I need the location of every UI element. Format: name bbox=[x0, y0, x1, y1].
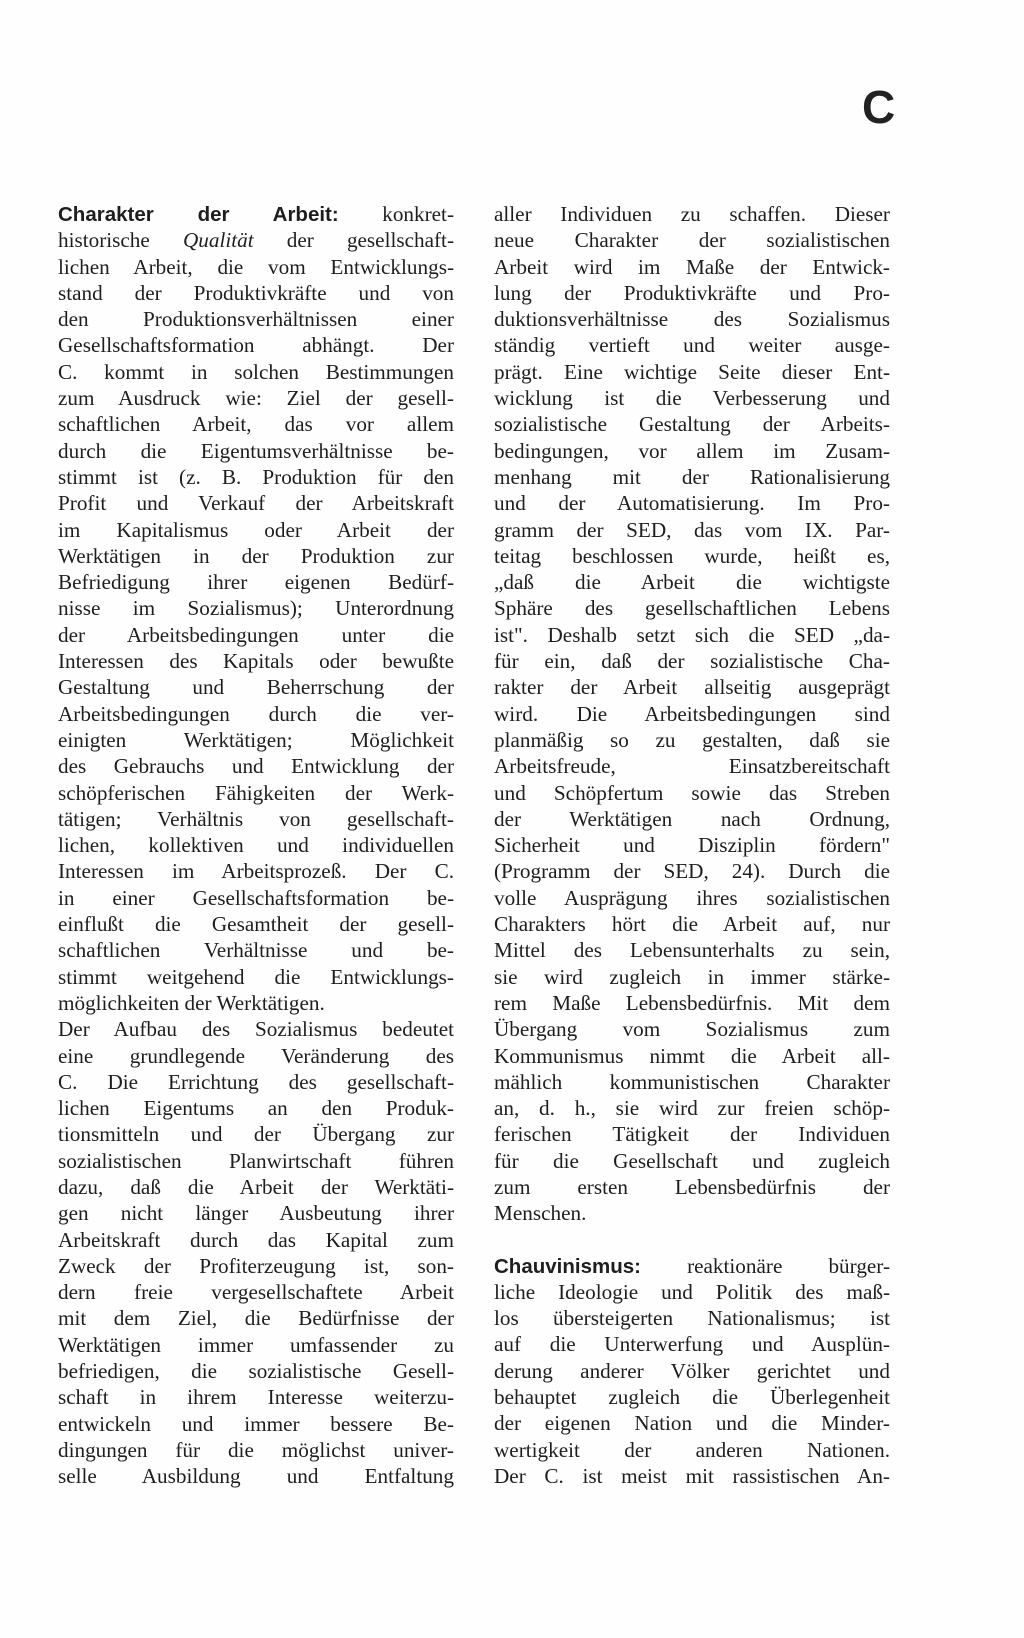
text-line bbox=[58, 1305, 454, 1331]
line-text: mählich kommunistischen Charakter bbox=[494, 1069, 890, 1094]
text-line bbox=[58, 1174, 454, 1200]
line-text: auf die Unterwerfung und Ausplün- bbox=[494, 1332, 890, 1357]
line-text: für ein, daß der sozialistische Cha- bbox=[494, 649, 890, 674]
text-line bbox=[494, 411, 890, 437]
text-line bbox=[494, 227, 890, 253]
line-text: gramm der SED, das vom IX. Par- bbox=[494, 517, 890, 542]
line-text: schöpferischen Fähigkeiten der Werk- bbox=[58, 780, 454, 805]
line-text: stand der Produktivkräfte und von bbox=[58, 280, 454, 305]
line-text: der Arbeitsbedingungen unter die bbox=[58, 622, 454, 647]
entry-headword: Charakter der Arbeit: bbox=[58, 203, 339, 226]
text-line bbox=[58, 1253, 454, 1279]
line-text: (Programm der SED, 24). Durch die bbox=[494, 859, 890, 884]
text-line bbox=[58, 727, 454, 753]
line-text: an, d. h., sie wird zur freien schöp- bbox=[494, 1096, 890, 1121]
line-text: derung anderer Völker gerichtet und bbox=[494, 1358, 890, 1383]
text-line bbox=[494, 332, 890, 358]
line-text: einigten Werktätigen; Möglichkeit bbox=[58, 727, 454, 752]
text-line bbox=[58, 1463, 454, 1489]
line-text: Interessen des Kapitals oder bewußte bbox=[58, 649, 454, 674]
text-line bbox=[494, 1016, 890, 1042]
text-line bbox=[58, 543, 454, 569]
text-line bbox=[58, 332, 454, 358]
line-text: der Werktätigen nach Ordnung, bbox=[494, 806, 890, 831]
text-line bbox=[58, 1069, 454, 1095]
text-line bbox=[58, 595, 454, 621]
line-text: Interessen im Arbeitsprozeß. Der C. bbox=[58, 859, 454, 884]
text-line bbox=[494, 490, 890, 516]
line-text: zum Ausdruck wie: Ziel der gesell- bbox=[58, 386, 454, 411]
line-text: prägt. Eine wichtige Seite dieser Ent- bbox=[494, 359, 890, 384]
line-text: behauptet zugleich die Überlegenheit bbox=[494, 1385, 890, 1410]
text-line bbox=[58, 648, 454, 674]
text-line bbox=[494, 990, 890, 1016]
line-text: historische bbox=[58, 228, 183, 253]
line-text: wicklung ist die Verbesserung und bbox=[494, 386, 890, 411]
text-line bbox=[494, 595, 890, 621]
text-line bbox=[494, 1043, 890, 1069]
line-text: bedingungen, vor allem im Zusam- bbox=[494, 438, 890, 463]
line-text: Mittel des Lebensunterhalts zu sein, bbox=[494, 938, 890, 963]
text-line bbox=[494, 1463, 890, 1489]
text-line bbox=[58, 201, 454, 227]
line-text: zum ersten Lebensbedürfnis der bbox=[494, 1174, 890, 1199]
line-text: durch die Eigentumsverhältnisse be- bbox=[58, 438, 454, 463]
line-text: C. kommt in solchen Bestimmungen bbox=[58, 359, 454, 384]
text-line bbox=[494, 1121, 890, 1147]
line-text: neue Charakter der sozialistischen bbox=[494, 228, 890, 253]
text-line bbox=[58, 1437, 454, 1463]
line-text: Sphäre des gesellschaftlichen Lebens bbox=[494, 596, 890, 621]
text-line bbox=[494, 911, 890, 937]
text-line bbox=[494, 1253, 890, 1279]
line-text: und Schöpfertum sowie das Streben bbox=[494, 780, 890, 805]
text-line bbox=[494, 385, 890, 411]
line-text: planmäßig so zu gestalten, daß sie bbox=[494, 727, 890, 752]
text-line bbox=[494, 1148, 890, 1174]
text-line bbox=[58, 832, 454, 858]
text-line bbox=[58, 701, 454, 727]
line-text: duktionsverhältnisse des Sozialismus bbox=[494, 307, 890, 332]
line-text: und der Automatisierung. Im Pro- bbox=[494, 491, 890, 516]
line-text: einflußt die Gesamtheit der gesell- bbox=[58, 912, 454, 937]
text-line bbox=[58, 385, 454, 411]
text-line bbox=[58, 1411, 454, 1437]
text-line bbox=[58, 1148, 454, 1174]
text-line bbox=[58, 1121, 454, 1147]
line-text: konkret- bbox=[338, 202, 454, 226]
text-line bbox=[58, 806, 454, 832]
text-line bbox=[494, 806, 890, 832]
line-text: teitag beschlossen wurde, heißt es, bbox=[494, 543, 890, 568]
line-text: der eigenen Nation und die Minder- bbox=[494, 1411, 890, 1436]
text-line bbox=[58, 1384, 454, 1410]
text-line bbox=[58, 753, 454, 779]
line-text: lichen Arbeit, die vom Entwicklungs- bbox=[58, 254, 454, 279]
line-text: Werktätigen immer umfassender zu bbox=[58, 1332, 454, 1357]
line-text: stimmt weitgehend die Entwicklungs- bbox=[58, 964, 454, 989]
text-line bbox=[58, 780, 454, 806]
line-text: Arbeitsbedingungen durch die ver- bbox=[58, 701, 454, 726]
line-text: C. Die Errichtung des gesellschaft- bbox=[58, 1069, 454, 1094]
line-text: Arbeit wird im Maße der Entwick- bbox=[494, 254, 890, 279]
text-line bbox=[58, 1332, 454, 1358]
line-text: „daß die Arbeit die wichtigste bbox=[494, 570, 890, 595]
line-text: schaftlichen Verhältnisse und be- bbox=[58, 938, 454, 963]
line-text: lichen Eigentums an den Produk- bbox=[58, 1096, 454, 1121]
text-line bbox=[494, 780, 890, 806]
line-text: rakter der Arbeit allseitig ausgeprägt bbox=[494, 675, 890, 700]
text-line bbox=[58, 911, 454, 937]
line-text: im Kapitalismus oder Arbeit der bbox=[58, 517, 454, 542]
line-text: der gesellschaft- bbox=[253, 228, 455, 253]
line-text: reaktionäre bürger- bbox=[640, 1253, 890, 1278]
text-line bbox=[494, 622, 890, 648]
line-text: nisse im Sozialismus); Unterordnung bbox=[58, 596, 454, 621]
line-text: schaftlichen Arbeit, das vor allem bbox=[58, 412, 454, 437]
text-line bbox=[58, 858, 454, 884]
text-line bbox=[494, 885, 890, 911]
section-letter: C bbox=[862, 81, 896, 133]
line-text: den Produktionsverhältnissen einer bbox=[58, 307, 454, 332]
line-text: mit dem Ziel, die Bedürfnisse der bbox=[58, 1306, 454, 1331]
line-text: ständig vertieft und weiter ausge- bbox=[494, 333, 890, 358]
right-text-column bbox=[494, 201, 890, 1489]
line-text: Sicherheit und Disziplin fördern" bbox=[494, 833, 890, 858]
text-line bbox=[58, 411, 454, 437]
text-line bbox=[494, 1358, 890, 1384]
line-text: Werktätigen in der Produktion zur bbox=[58, 543, 454, 568]
text-line bbox=[58, 1358, 454, 1384]
line-text: tätigen; Verhältnis von gesellschaft- bbox=[58, 806, 454, 831]
line-text: Kommunismus nimmt die Arbeit all- bbox=[494, 1043, 890, 1068]
line-text: lichen, kollektiven und individuellen bbox=[58, 833, 454, 858]
text-line bbox=[494, 1437, 890, 1463]
text-line bbox=[494, 1305, 890, 1331]
text-line bbox=[494, 1384, 890, 1410]
line-text: sie wird zugleich in immer stärke- bbox=[494, 964, 890, 989]
entry-separator bbox=[494, 1227, 890, 1253]
line-text: gen nicht länger Ausbeutung ihrer bbox=[58, 1201, 454, 1226]
line-text: lung der Produktivkräfte und Pro- bbox=[494, 280, 890, 305]
text-line bbox=[58, 1279, 454, 1305]
text-line bbox=[494, 1069, 890, 1095]
text-line bbox=[494, 964, 890, 990]
line-text: befriedigen, die sozialistische Gesell- bbox=[58, 1359, 454, 1384]
text-line bbox=[494, 280, 890, 306]
line-text: möglichkeiten der Werktätigen. bbox=[58, 990, 325, 1015]
line-text: eine grundlegende Veränderung des bbox=[58, 1043, 454, 1068]
line-text: tionsmitteln und der Übergang zur bbox=[58, 1122, 454, 1147]
text-line bbox=[494, 648, 890, 674]
line-text: in einer Gesellschaftsformation be- bbox=[58, 885, 454, 910]
line-text: dazu, daß die Arbeit der Werktäti- bbox=[58, 1174, 454, 1199]
text-line bbox=[58, 1227, 454, 1253]
text-line bbox=[494, 1331, 890, 1357]
text-line bbox=[58, 1016, 454, 1042]
line-text: Arbeitskraft durch das Kapital zum bbox=[58, 1227, 454, 1252]
text-line bbox=[494, 201, 890, 227]
text-line bbox=[494, 674, 890, 700]
text-line bbox=[494, 753, 890, 779]
text-line bbox=[58, 885, 454, 911]
line-text: für die Gesellschaft und zugleich bbox=[494, 1148, 890, 1173]
text-line bbox=[58, 1200, 454, 1226]
text-line bbox=[494, 727, 890, 753]
text-line bbox=[58, 227, 454, 253]
line-text: rem Maße Lebensbedürfnis. Mit dem bbox=[494, 990, 890, 1015]
text-line bbox=[58, 464, 454, 490]
line-text: Arbeitsfreude, Einsatzbereitschaft bbox=[494, 754, 890, 779]
text-line bbox=[494, 1095, 890, 1121]
line-text: ist". Deshalb setzt sich die SED „da- bbox=[494, 622, 890, 647]
text-line bbox=[58, 517, 454, 543]
line-text: menhang mit der Rationalisierung bbox=[494, 464, 890, 489]
line-text: Zweck der Profiterzeugung ist, son- bbox=[58, 1253, 454, 1278]
text-line bbox=[494, 306, 890, 332]
line-text: los übersteigerten Nationalismus; ist bbox=[494, 1306, 890, 1331]
left-text-column bbox=[58, 201, 454, 1490]
emphasized-term: Qualität bbox=[182, 228, 254, 253]
text-line bbox=[58, 964, 454, 990]
line-text: wertigkeit der anderen Nationen. bbox=[494, 1437, 890, 1462]
text-line bbox=[58, 254, 454, 280]
line-text: dern freie vergesellschaftete Arbeit bbox=[58, 1280, 454, 1305]
line-text: Befriedigung ihrer eigenen Bedürf- bbox=[58, 570, 454, 595]
line-text: Übergang vom Sozialismus zum bbox=[494, 1017, 890, 1042]
line-text: des Gebrauchs und Entwicklung der bbox=[58, 754, 454, 779]
line-text: selle Ausbildung und Entfaltung bbox=[58, 1464, 454, 1489]
line-text: ferischen Tätigkeit der Individuen bbox=[494, 1122, 890, 1147]
text-line bbox=[58, 990, 454, 1016]
text-line bbox=[58, 937, 454, 963]
line-text: schaft in ihrem Interesse weiterzu- bbox=[58, 1385, 454, 1410]
line-text: entwickeln und immer bessere Be- bbox=[58, 1411, 454, 1436]
text-line bbox=[58, 280, 454, 306]
text-line bbox=[494, 517, 890, 543]
text-line bbox=[58, 359, 454, 385]
text-line bbox=[494, 858, 890, 884]
text-line bbox=[58, 674, 454, 700]
text-line bbox=[58, 1043, 454, 1069]
line-text: Gestaltung und Beherrschung der bbox=[58, 675, 454, 700]
line-text: stimmt ist (z. B. Produktion für den bbox=[58, 464, 454, 489]
line-text: volle Ausprägung ihres sozialistischen bbox=[494, 885, 890, 910]
text-line bbox=[494, 832, 890, 858]
text-line bbox=[494, 1410, 890, 1436]
text-line bbox=[494, 359, 890, 385]
text-line bbox=[494, 464, 890, 490]
text-line bbox=[494, 543, 890, 569]
text-line bbox=[58, 1095, 454, 1121]
text-line bbox=[494, 1200, 890, 1226]
line-text: wird. Die Arbeitsbedingungen sind bbox=[494, 701, 890, 726]
text-line bbox=[58, 306, 454, 332]
text-line bbox=[494, 569, 890, 595]
text-line bbox=[494, 937, 890, 963]
text-line bbox=[58, 622, 454, 648]
line-text: dingungen für die möglichst univer- bbox=[58, 1437, 454, 1462]
line-text: liche Ideologie und Politik des maß- bbox=[494, 1279, 890, 1304]
line-text: Profit und Verkauf der Arbeitskraft bbox=[58, 491, 454, 516]
line-text: aller Individuen zu schaffen. Dieser bbox=[494, 202, 890, 226]
text-line bbox=[494, 701, 890, 727]
text-line bbox=[494, 438, 890, 464]
line-text: Der Aufbau des Sozialismus bedeutet bbox=[58, 1017, 454, 1042]
text-line bbox=[494, 254, 890, 280]
line-text: sozialistischen Planwirtschaft führen bbox=[58, 1148, 454, 1173]
line-text: Der C. ist meist mit rassistischen An- bbox=[494, 1463, 890, 1488]
line-text: Charakters hört die Arbeit auf, nur bbox=[494, 912, 890, 937]
line-text: sozialistische Gestaltung der Arbeits- bbox=[494, 412, 890, 437]
text-line bbox=[494, 1174, 890, 1200]
text-line bbox=[58, 569, 454, 595]
text-line bbox=[58, 490, 454, 516]
text-line bbox=[494, 1279, 890, 1305]
text-line bbox=[58, 438, 454, 464]
entry-headword: Chauvinismus: bbox=[494, 1254, 641, 1278]
line-text: Menschen. bbox=[494, 1201, 587, 1226]
line-text: Gesellschaftsformation abhängt. Der bbox=[58, 333, 454, 358]
